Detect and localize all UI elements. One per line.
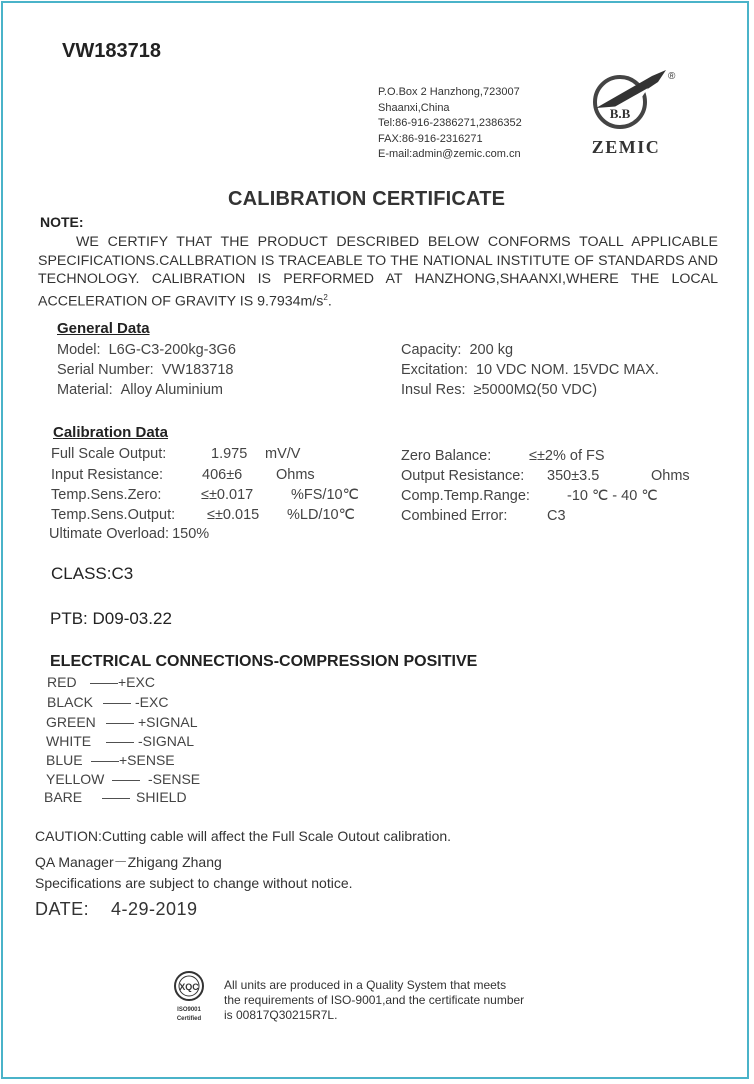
field-value: Alloy Aluminium bbox=[120, 382, 223, 398]
field-label: Excitation: bbox=[401, 362, 468, 378]
date-line bbox=[35, 899, 198, 920]
wire-signal: SHIELD bbox=[136, 789, 187, 805]
wire-row bbox=[46, 733, 194, 749]
address-line: FAX:86-916-2316271 bbox=[378, 132, 483, 145]
wire-color: WHITE bbox=[46, 733, 92, 749]
field-value: 350±3.5 bbox=[547, 468, 600, 484]
general-excitation-row bbox=[401, 362, 659, 378]
field-value: VW183718 bbox=[161, 362, 234, 378]
field-value: 200 kg bbox=[469, 342, 514, 358]
wire-color: BARE bbox=[44, 789, 83, 805]
wire-color: GREEN bbox=[46, 714, 96, 730]
field-label: Insul Res: bbox=[401, 382, 466, 398]
field-label: Output Resistance: bbox=[401, 468, 525, 484]
cal-input-resistance-row bbox=[51, 467, 315, 483]
field-unit: mV/V bbox=[265, 446, 301, 462]
address-line: Tel:86-916-2386271,2386352 bbox=[378, 117, 522, 129]
field-label: Combined Error: bbox=[401, 508, 508, 524]
document-id: VW183718 bbox=[62, 40, 161, 62]
quality-statement bbox=[224, 978, 564, 1023]
field-value: C3 bbox=[547, 508, 566, 524]
wire-signal: -SIGNAL bbox=[138, 733, 195, 749]
wire-row bbox=[46, 771, 200, 787]
electrical-connections-heading: ELECTRICAL CONNECTIONS-COMPRESSION POSITIVE bbox=[50, 653, 478, 670]
field-label: Zero Balance: bbox=[401, 448, 492, 464]
wire-row bbox=[47, 694, 168, 710]
general-serial-row bbox=[57, 362, 233, 378]
field-label: Temp.Sens.Output: bbox=[51, 507, 176, 523]
wire-dash: —— bbox=[103, 694, 131, 710]
cal-temp-sens-output-row bbox=[51, 507, 355, 523]
note-label: NOTE: bbox=[40, 214, 84, 230]
zemic-logo bbox=[582, 66, 682, 158]
cal-ultimate-overload-row bbox=[49, 526, 209, 542]
field-unit: %LD/10℃ bbox=[287, 507, 355, 523]
field-label: Input Resistance: bbox=[51, 467, 164, 483]
calibration-data-heading: Calibration Data bbox=[53, 424, 169, 441]
registered-mark: ® bbox=[668, 71, 676, 82]
xqc-text: XQC bbox=[179, 982, 199, 992]
wire-color: BLUE bbox=[46, 752, 83, 768]
quality-line: the requirements of ISO-9001,and the certificate number bbox=[224, 993, 525, 1007]
field-label: Capacity: bbox=[401, 342, 462, 358]
certificate-title: CALIBRATION CERTIFICATE bbox=[228, 188, 506, 210]
xqc-iso-badge bbox=[170, 970, 210, 1026]
cal-combined-error-row bbox=[401, 508, 566, 524]
general-material-row bbox=[57, 382, 223, 398]
specifications-note: Specifications are subject to change without notice. bbox=[35, 875, 353, 891]
field-label: Material: bbox=[57, 382, 113, 398]
field-value: L6G-C3-200kg-3G6 bbox=[108, 342, 236, 358]
field-value: 10 VDC NOM. 15VDC MAX. bbox=[475, 362, 659, 378]
caution-text: CAUTION:Cutting cable will affect the Full Scale Outout calibration. bbox=[35, 828, 452, 844]
iso-badge-line: ISO9001 bbox=[177, 1007, 201, 1013]
wire-dash: —— bbox=[90, 674, 118, 690]
wire-row bbox=[47, 674, 155, 690]
class-line: CLASS:C3 bbox=[51, 564, 134, 583]
general-model-row bbox=[57, 342, 236, 358]
zemic-logo-mark bbox=[582, 66, 682, 158]
field-value: 150% bbox=[172, 526, 210, 542]
field-unit: %FS/10℃ bbox=[291, 487, 359, 503]
field-label: Temp.Sens.Zero: bbox=[51, 487, 162, 503]
wire-dash: —— bbox=[106, 733, 134, 749]
field-label: Full Scale Output: bbox=[51, 446, 167, 462]
wire-dash: —— bbox=[102, 789, 130, 805]
field-label: Ultimate Overload: bbox=[49, 526, 170, 542]
wire-signal: +EXC bbox=[118, 674, 155, 690]
cal-temp-sens-zero-row bbox=[51, 487, 359, 503]
logo-wordmark: ZEMIC bbox=[591, 137, 661, 157]
cal-zero-balance-row bbox=[401, 448, 605, 464]
field-value: 406±6 bbox=[202, 467, 243, 483]
wire-signal: -EXC bbox=[135, 694, 169, 710]
iso-badge-line: Certified bbox=[176, 1016, 202, 1022]
qa-manager: QA Manager－Zhigang Zhang bbox=[35, 854, 222, 870]
wire-row bbox=[44, 789, 187, 805]
cal-output-resistance-row bbox=[401, 468, 690, 484]
field-label: Model: bbox=[57, 342, 101, 358]
gravity-value: 9.7934m/s bbox=[257, 293, 324, 310]
note-period: . bbox=[327, 293, 332, 310]
field-value: -10 ℃ - 40 ℃ bbox=[567, 488, 658, 504]
wire-signal: +SIGNAL bbox=[138, 714, 198, 730]
field-value: ≤±2% of FS bbox=[529, 448, 605, 464]
gravity-exponent: 2 bbox=[323, 292, 328, 302]
field-value: ≥5000MΩ(50 VDC) bbox=[473, 382, 598, 398]
wire-dash: —— bbox=[91, 752, 119, 768]
wire-signal: +SENSE bbox=[119, 752, 175, 768]
quality-line: is 00817Q30215R7L. bbox=[224, 1008, 338, 1022]
wire-row bbox=[46, 714, 198, 730]
wire-dash: —— bbox=[106, 714, 134, 730]
field-label: Comp.Temp.Range: bbox=[401, 488, 530, 504]
company-address bbox=[378, 85, 522, 163]
wire-dash: —— bbox=[112, 771, 140, 787]
date-value: 4-29-2019 bbox=[111, 899, 198, 919]
logo-inner-text: B.B bbox=[609, 106, 631, 121]
field-label: Serial Number: bbox=[57, 362, 154, 378]
cal-comp-temp-range-row bbox=[401, 488, 658, 504]
address-line: P.O.Box 2 Hanzhong,723007 bbox=[378, 86, 520, 98]
field-unit: Ohms bbox=[276, 467, 315, 483]
note-text bbox=[38, 233, 718, 311]
wire-color: RED bbox=[47, 674, 77, 690]
field-unit: Ohms bbox=[651, 468, 690, 484]
cal-full-scale-row bbox=[51, 446, 300, 462]
general-capacity-row bbox=[401, 342, 513, 358]
field-value: ≤±0.015 bbox=[207, 507, 260, 523]
wire-row bbox=[46, 752, 175, 768]
date-label: DATE: bbox=[35, 899, 90, 919]
wire-signal: -SENSE bbox=[148, 771, 201, 787]
address-line: Shaanxi,China bbox=[378, 101, 450, 114]
xqc-badge-icon bbox=[170, 970, 210, 1026]
wire-color: BLACK bbox=[47, 694, 93, 710]
ptb-line: PTB: D09-03.22 bbox=[50, 609, 172, 628]
general-insulation-row bbox=[401, 382, 597, 398]
field-value: 1.975 bbox=[211, 446, 248, 462]
field-value: ≤±0.017 bbox=[201, 487, 254, 503]
quality-line: All units are produced in a Quality System that meets bbox=[224, 978, 507, 992]
address-line: E-mail:admin@zemic.com.cn bbox=[378, 148, 521, 160]
general-data-heading: General Data bbox=[57, 320, 150, 337]
wire-color: YELLOW bbox=[46, 771, 105, 787]
note-body: WE CERTIFY THAT THE PRODUCT DESCRIBED BELOW CONFORMS TOALL APPLICABLE SPECIFICATIONS.CALLBRATION IS TRACEABLE TO THE NATIONAL INSTITUTE OF STANDARDS AND TECHNOLOGY. CALIBRATION IS PERFORMED AT HANZHONG,SHAANXI,WHERE THE LOCAL ACCELERATION OF GRAVITY IS bbox=[38, 234, 718, 310]
